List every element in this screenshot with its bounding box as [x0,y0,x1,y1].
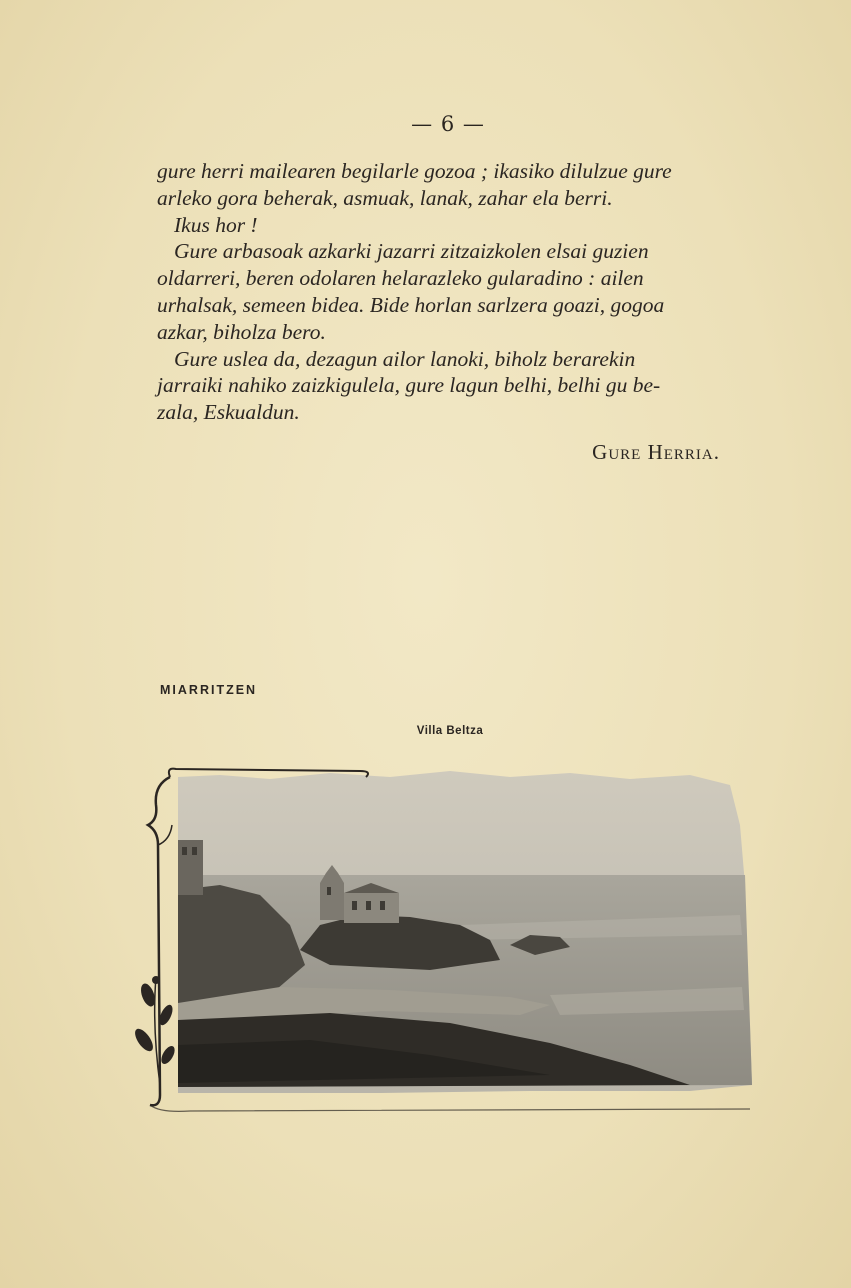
text-line: Gure arbasoak azkarki jazarri zitzaizkolen elsai guzien [174,239,649,264]
signature: Gure Herria. [592,440,720,464]
photo-caption: Villa Beltza [416,725,484,737]
text-line: arleko gora beherak, asmuak, lanak, zahar ela berri. [157,185,613,210]
text-line: azkar, biholza bero. [157,319,326,344]
text-line: gure herri mailearen begilarle gozoa ; ikasiko dilulzue gure [157,159,672,183]
text-line: jarraiki nahiko zaizkigulela, gure lagun belhi, belhi gu be- [157,373,661,398]
text-line: zala, Eskualdun. [157,400,300,425]
section-heading: MIARRITZEN [160,683,258,697]
text-line: oldarreri, beren odolaren helarazleko gularadino : ailen [157,266,644,291]
body-text [157,158,737,426]
text-line: urhalsak, semeen bidea. Bide horlan sarlzera goazi, gogoa [157,292,665,317]
text-line: Ikus hor ! [174,212,258,237]
page-number: — 6 — [411,112,485,136]
text-line: Gure uslea da, dezagun ailor lanoki, biholz berarekin [174,346,636,371]
villa-beltza-photo [130,765,770,1120]
